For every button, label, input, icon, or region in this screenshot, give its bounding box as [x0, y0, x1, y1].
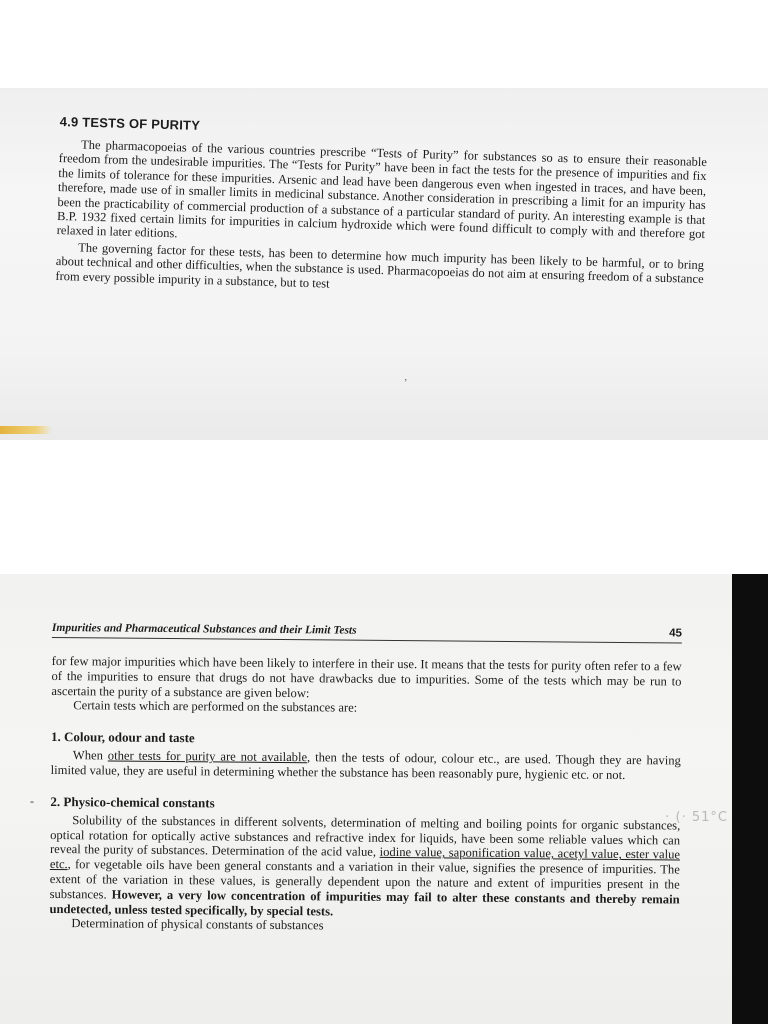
section-heading: 2. Physico-chemical constants: [50, 793, 215, 811]
page-bottom-content: [49, 622, 682, 937]
underlined-text: other tests for purity are not available: [107, 748, 308, 765]
section-paragraph: [49, 813, 680, 922]
cut-off-line: Determination of physical constants of substances: [71, 916, 324, 933]
text-run: , then the tests of odour, colour etc., are used. Though they are having limited value, they are useful in determining whether the substance has been reasonably pure, hygienic etc. or not.: [50, 750, 681, 782]
section-title: 4.9 TESTS OF PURITY: [59, 114, 201, 133]
underlined-text: iodine value, saponification value, acetyl value, ester value etc.: [49, 845, 681, 872]
book-page-bottom: [0, 574, 768, 1024]
bold-text: However, a very low concentration of impurities may fail to alter these constants and thereby remain undetected, unless tested specifically, by special tests.: [49, 887, 680, 919]
page-top-content: [55, 114, 707, 301]
page-number: 45: [669, 627, 682, 640]
paragraph: for few major impurities which have been likely to interfere in their use. It means that the tests for purity often refer to a few of the impurities to ensure that drugs do not have drawbacks due to impurities. Some of the tests which may be run to ascertain the purity of a substance are given below:: [51, 653, 682, 700]
stray-mark: ʼ: [404, 378, 408, 389]
text-run: , for vegetable oils have been general constants and a variation in their value, signifies the presence of impurities. The extent of the variation in these values, is generally dependent upon the nature and extent of impurities present in the substances.: [49, 857, 680, 902]
photo-background-edge: [732, 574, 768, 1024]
margin-scribble: · (· 51°C: [665, 810, 728, 825]
page-edge-highlight: [0, 426, 52, 434]
text-run: When: [72, 748, 108, 763]
text-run: Solubility of the substances in different solvents, determination of melting and boiling points for organic substances, optical rotation for optically active substances and refractive index for liquids, have been some reliable values which can reveal the purity of substances. Determination of the acid value,: [49, 812, 681, 860]
paragraph: The governing factor for these tests, has been to determine how much impurity has been likely to be harmful, or to bring about technical and other difficulties, when the substance is used. Pharmacopoeias do not aim at ensuring freedom of a substance from every possible impurity in a substance, but to test: [55, 240, 705, 291]
margin-dash: -: [30, 794, 34, 808]
paragraph: The pharmacopoeias of the various countries prescribe “Tests of Purity” for substances so as to ensure their reasonable freedom from the undesirable impurities. The “Tests for Purity” have been in fact the tests for the presence of impurities and fix the limits of tolerance for these impurities. Arsenic and lead have been dangerous even when ingested in traces, and have been, therefore, made use of in smaller limits in medicinal substance. Another consideration in prescribing a limit for an impurity has been the practicability of commercial production of a substance of a particular standard of purity. An interesting example is that B.P. 1932 fixed certain limits for impurities in calcium hydroxide which were found difficult to comply with and therefore got relaxed in later editions.: [56, 137, 708, 242]
section-paragraph: [51, 748, 681, 783]
running-head: [52, 622, 682, 643]
section-heading: 1. Colour, odour and taste: [50, 729, 195, 746]
running-head-title: Impurities and Pharmaceutical Substances and their Limit Tests: [51, 622, 357, 637]
book-page-top: [0, 88, 768, 440]
paragraph: Certain tests which are performed on the substances are:: [73, 698, 358, 716]
